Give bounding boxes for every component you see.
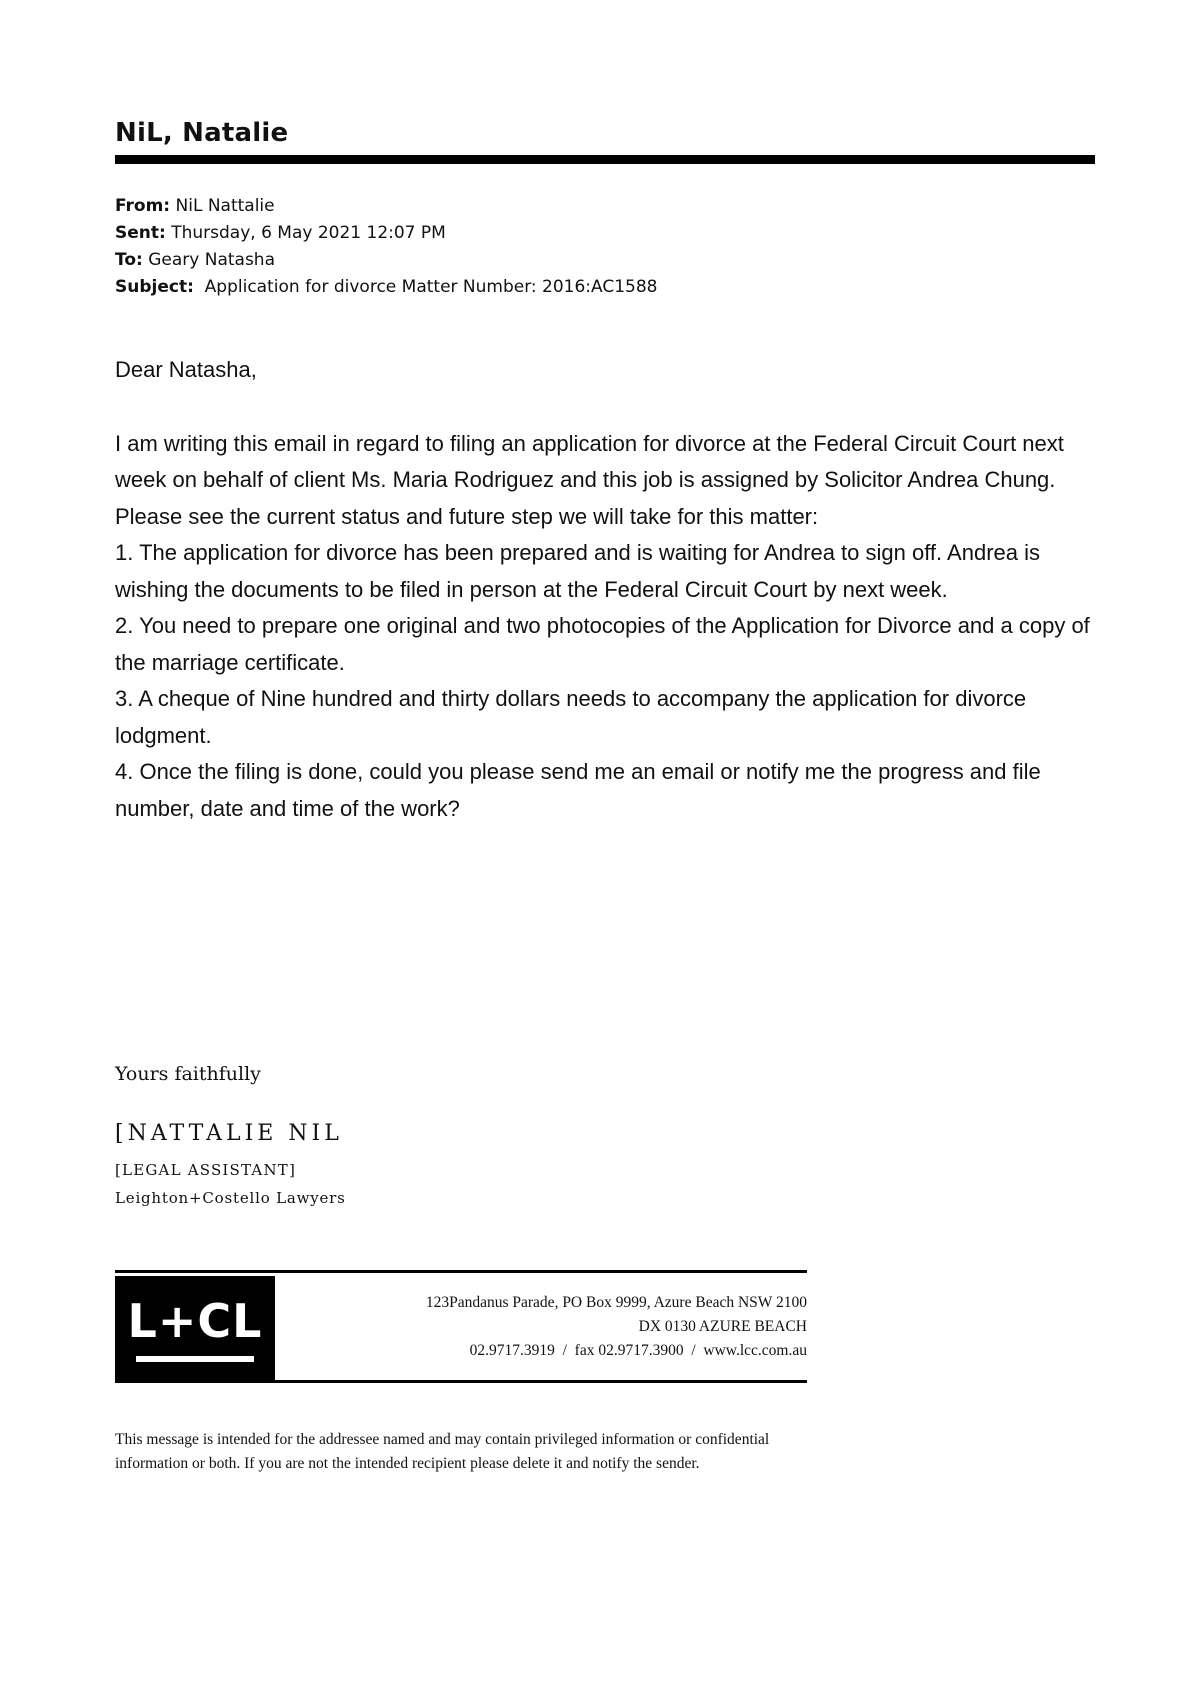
title-divider — [115, 155, 1095, 164]
to-row — [115, 247, 658, 274]
body-list-item-4: 4. Once the filing is done, could you please send me an email or notify me the progress and file number, date and time of the work? — [115, 759, 1041, 821]
from-label: From: — [115, 196, 171, 216]
address-line-2: DX 0130 AZURE BEACH — [638, 1318, 807, 1335]
document-title: NiL, Natalie — [115, 118, 289, 148]
body-list-item-2: 2. You need to prepare one original and two photocopies of the Application for Divorce and a copy of the marriage certificate. — [115, 613, 1090, 675]
confidentiality-disclaimer: This message is intended for the addressee named and may contain privileged information or confidential information or both. If you are not the intended recipient please delete it and notify the sender. — [115, 1431, 770, 1472]
signature-firm: Leighton+Costello Lawyers — [115, 1189, 346, 1207]
sent-row — [115, 220, 658, 247]
email-body — [115, 352, 1100, 827]
to-label: To: — [115, 250, 143, 270]
from-row — [115, 193, 658, 220]
sent-label: Sent: — [115, 223, 166, 243]
address-line-1: 123Pandanus Parade, PO Box 9999, Azure Beach NSW 2100 — [425, 1294, 807, 1311]
footer-bottom-rule — [115, 1380, 807, 1383]
body-list-item-1: 1. The application for divorce has been prepared and is waiting for Andrea to sign off. Andrea is wishing the documents to be filed in person at the Federal Circuit Court by next week. — [115, 540, 1040, 602]
closing: Yours faithfully — [115, 1063, 261, 1085]
subject-row — [115, 274, 658, 301]
body-paragraph-intro: I am writing this email in regard to filing an application for divorce at the Federal Circuit Court next week on behalf of client Ms. Maria Rodriguez and this job is assigned by Solicitor Andrea Chung. — [115, 430, 1064, 492]
to-value: Geary Natasha — [142, 250, 276, 270]
sent-value: Thursday, 6 May 2021 12:07 PM — [165, 223, 446, 243]
signature-name: [NATTALIE NIL — [115, 1121, 343, 1146]
greeting: Dear Natasha, — [115, 357, 257, 382]
signature-title: [LEGAL ASSISTANT] — [115, 1161, 297, 1179]
logo-underline — [136, 1356, 254, 1362]
body-paragraph-status: Please see the current status and future step we will take for this matter: — [115, 503, 819, 529]
footer-top-rule — [115, 1270, 807, 1273]
firm-logo — [115, 1276, 275, 1382]
body-list-item-3: 3. A cheque of Nine hundred and thirty dollars needs to accompany the application for divorce lodgment. — [115, 686, 1027, 748]
subject-label: Subject: — [115, 277, 194, 297]
subject-value: Application for divorce Matter Number: 2016:AC1588 — [193, 277, 658, 297]
address-line-3: 02.9717.3919 / fax 02.9717.3900 / www.lcc.com.au — [469, 1342, 807, 1359]
logo-text: L+CL — [127, 1294, 263, 1348]
from-value: NiL Nattalie — [170, 196, 275, 216]
firm-address — [426, 1291, 807, 1363]
email-headers — [115, 193, 658, 301]
